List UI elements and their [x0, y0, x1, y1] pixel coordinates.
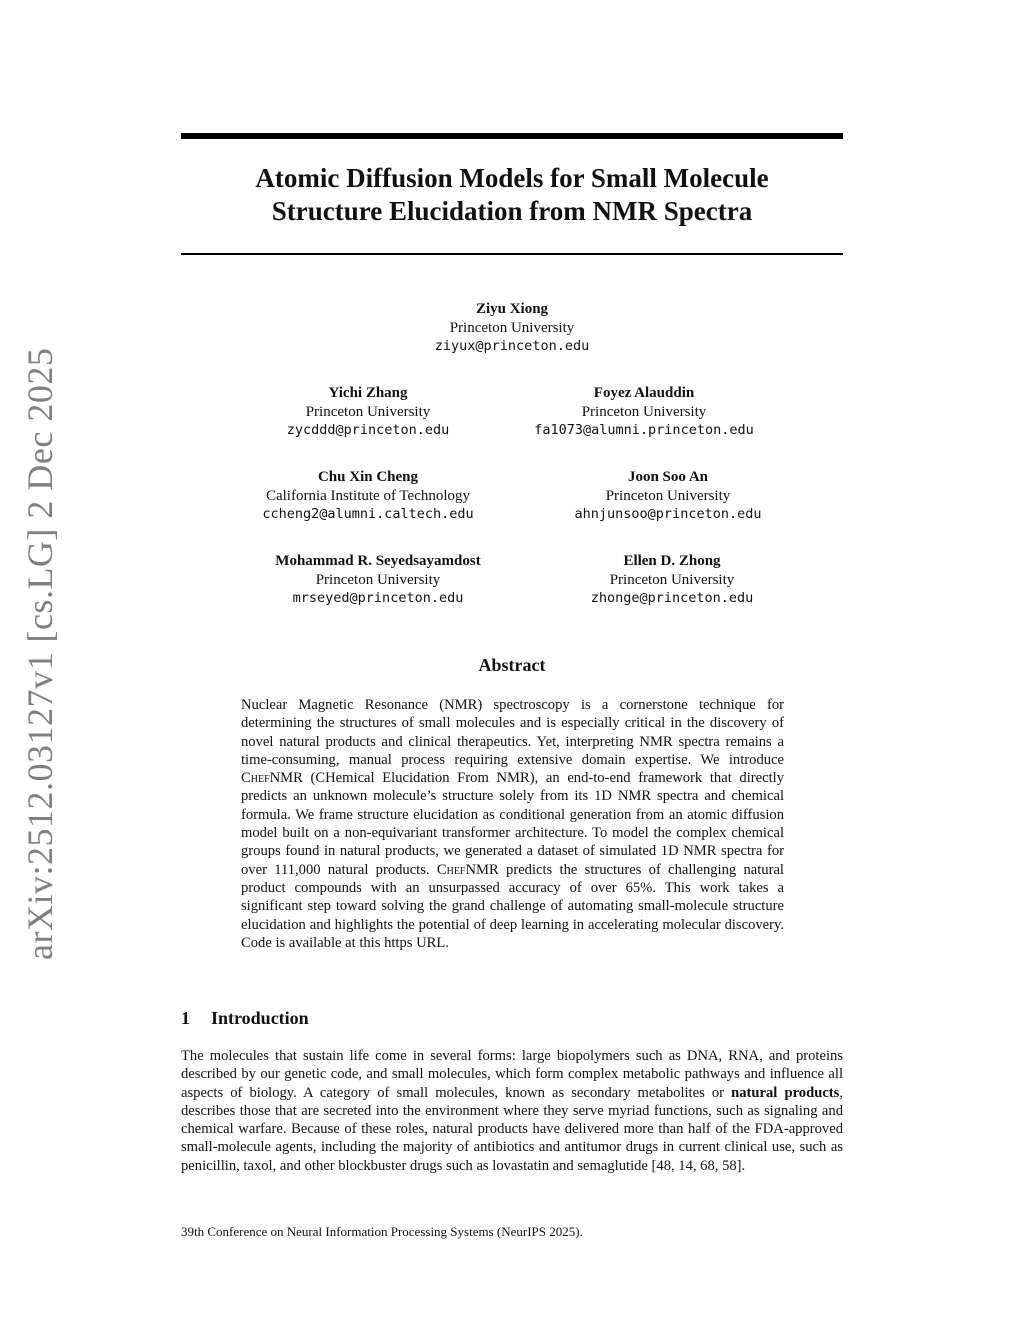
- abstract-part-1: Nuclear Magnetic Resonance (NMR) spectroscopy is a cornerstone technique for determining the structures of small molecules and is especially critical in the discovery of novel natural products and clinical therapeutics. Yet, interpreting NMR spectra remains a time-consuming, manual process requiring extensive domain expertise. We introduce: [241, 697, 784, 768]
- author-name: Ellen D. Zhong: [623, 553, 721, 569]
- section-title: Introduction: [211, 1008, 309, 1028]
- model-name-rest: NMR: [465, 861, 499, 878]
- author-name: Ziyu Xiong: [475, 301, 549, 317]
- title-line-1: Atomic Diffusion Models for Small Molecule: [255, 163, 769, 193]
- author-block: [362, 300, 662, 356]
- author-email: ziyux@princeton.edu: [434, 338, 590, 354]
- abstract-heading: Abstract: [478, 655, 546, 675]
- author-block: [228, 552, 528, 608]
- abstract-text: [241, 696, 784, 952]
- author-name: Chu Xin Cheng: [317, 469, 419, 485]
- author-name: Joon Soo An: [627, 469, 709, 485]
- author-affiliation: California Institute of Technology: [265, 487, 471, 504]
- author-block: [522, 552, 822, 608]
- author-block: [518, 468, 818, 524]
- author-affiliation: Princeton University: [305, 403, 431, 420]
- conference-footnote: 39th Conference on Neural Information Processing Systems (NeurIPS 2025).: [181, 1224, 583, 1239]
- author-name: Foyez Alauddin: [593, 385, 695, 401]
- model-name-sc: Chef: [241, 770, 270, 787]
- intro-text-2: , describes those that are secreted into the environment where they serve myriad functions, such as signaling and chemical warfare. Because of these roles, natural products have delivered more than half of the FDA-approved small-molecule agents, including the majority of antibiotics and antitumor drugs in current clinical use, such as penicillin, taxol, and other blockbuster drugs such as lovastatin and semaglutide [48, 14, 68, 58].: [181, 1084, 843, 1174]
- section-heading: [181, 1007, 843, 1029]
- author-affiliation: Princeton University: [609, 571, 735, 588]
- author-email: mrseyed@princeton.edu: [292, 590, 464, 606]
- author-block: [494, 384, 794, 440]
- top-rule: [181, 133, 843, 139]
- paper-title: [181, 162, 843, 228]
- introduction-paragraph: [181, 1047, 843, 1175]
- abstract-part-2: (CHemical Elucidation From NMR), an end-to-end framework that directly predicts an unknown molecule’s structure solely from its 1D NMR spectra and chemical formula. We frame structure elucidation as conditional generation from an atomic diffusion model built on a non-equivariant transformer architecture. To model the complex chemical groups found in natural products, we generated a dataset of simulated 1D NMR spectra for over 111,000 natural products.: [241, 770, 784, 878]
- author-name: Mohammad R. Seyedsayamdost: [275, 553, 481, 569]
- author-email: fa1073@alumni.princeton.edu: [534, 422, 754, 438]
- author-block: [218, 384, 518, 440]
- author-email: ccheng2@alumni.caltech.edu: [262, 506, 474, 522]
- section-number: 1: [181, 1008, 190, 1028]
- author-affiliation: Princeton University: [449, 319, 575, 336]
- model-name-sc: Chef: [436, 861, 466, 878]
- author-affiliation: Princeton University: [581, 403, 707, 420]
- title-line-2: Structure Elucidation from NMR Spectra: [271, 196, 753, 226]
- author-email: ahnjunsoo@princeton.edu: [574, 506, 762, 522]
- author-email: zycddd@princeton.edu: [286, 422, 450, 438]
- author-name: Yichi Zhang: [328, 385, 408, 401]
- model-name-rest: NMR: [269, 770, 303, 787]
- author-email: zhonge@princeton.edu: [590, 590, 754, 606]
- arxiv-identifier: arXiv:2512.03127v1 [cs.LG] 2 Dec 2025: [20, 347, 60, 960]
- title-rule: [181, 253, 843, 255]
- intro-bold-term: natural products: [731, 1084, 840, 1101]
- author-affiliation: Princeton University: [315, 571, 441, 588]
- author-block: [218, 468, 518, 524]
- abstract-part-3: predicts the structures of challenging natural product compounds with an unsurpassed accuracy of over 65%. This work takes a significant step toward solving the grand challenge of automating small-molecule structure elucidation and highlights the potential of deep learning in accelerating molecular discovery. Code is available at this https URL.: [241, 861, 784, 951]
- author-affiliation: Princeton University: [605, 487, 731, 504]
- intro-text-1: The molecules that sustain life come in several forms: large biopolymers such as DNA, RNA, and proteins described by our genetic code, and small molecules, which form complex metabolic pathways and influence all aspects of biology. A category of small molecules, known as secondary metabolites or: [181, 1048, 843, 1101]
